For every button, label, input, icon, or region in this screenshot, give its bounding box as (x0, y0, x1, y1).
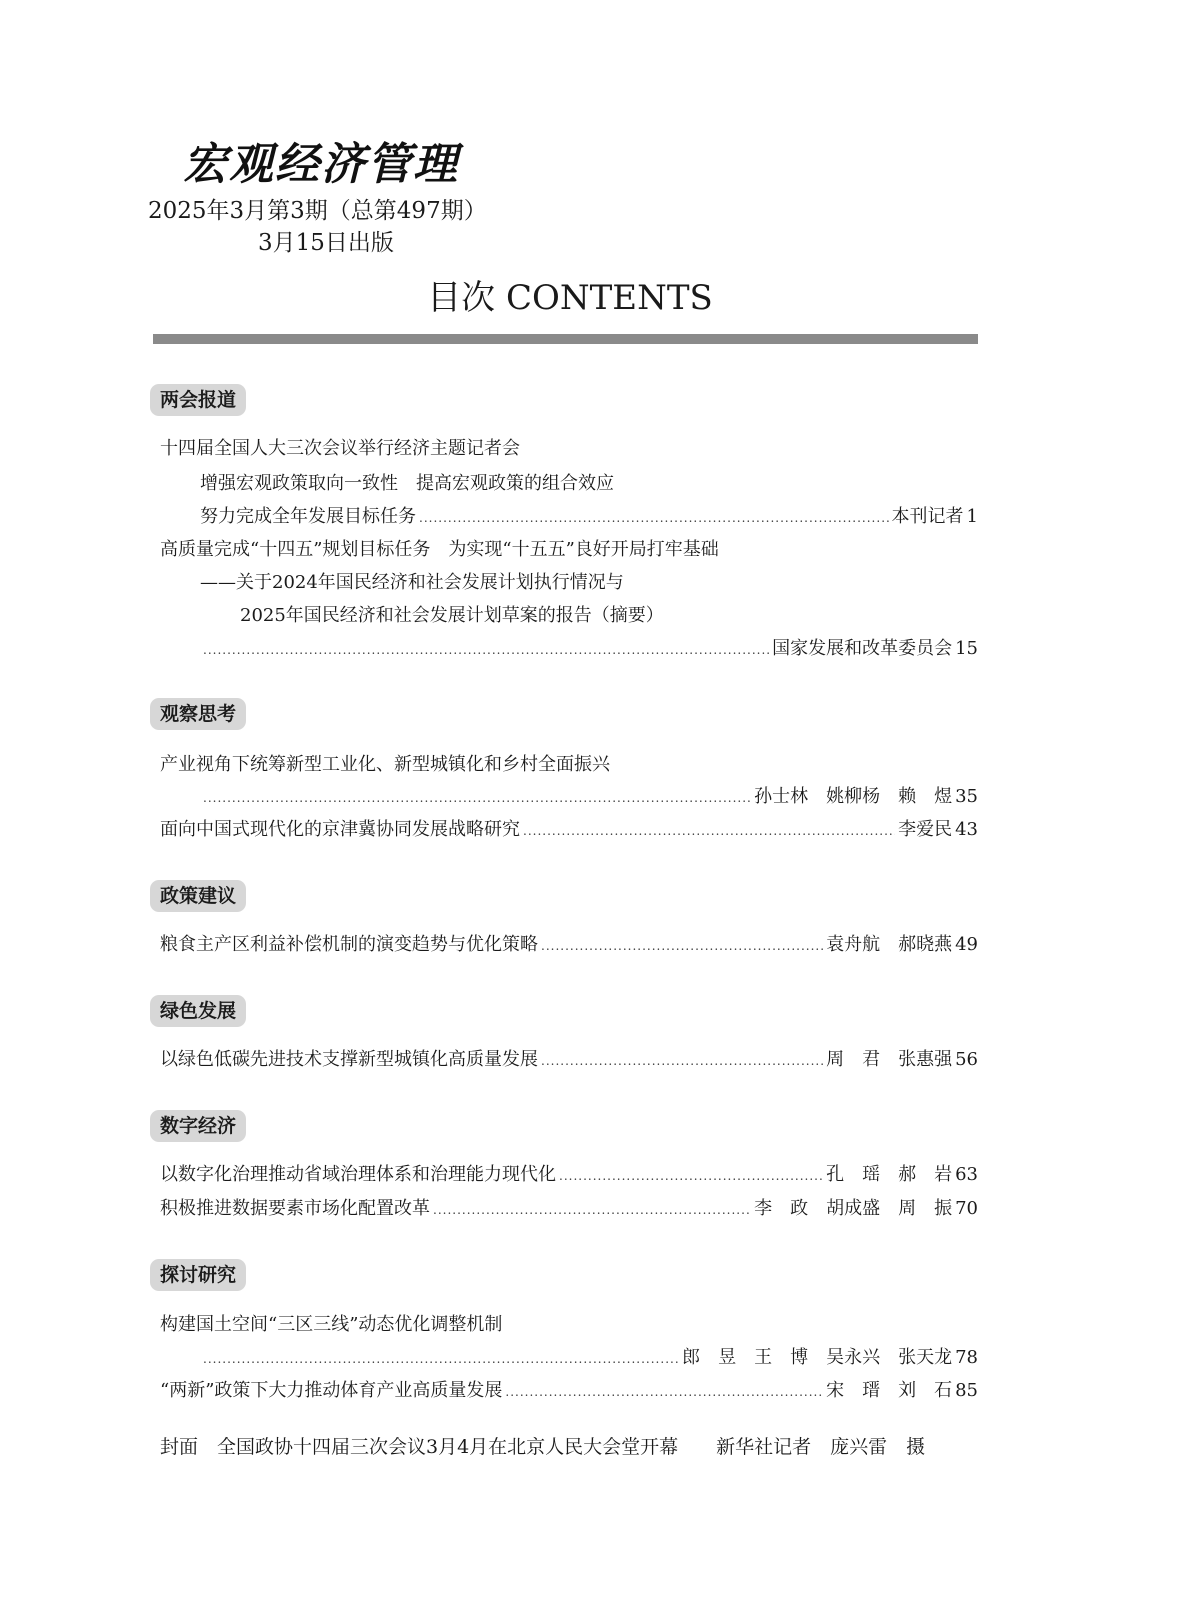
toc-entry-author: 孙士林 姚柳杨 赖 煜 (754, 786, 953, 807)
toc-title-line: 构建国土空间“三区三线”动态优化调整机制 (160, 1314, 503, 1335)
toc-title-line: 产业视角下统筹新型工业化、新型城镇化和乡村全面振兴 (160, 754, 610, 775)
section-tag: 绿色发展 (150, 995, 246, 1027)
toc-entry-page: 43 (955, 819, 978, 840)
toc-title-line: ——关于2024年国民经济和社会发展计划执行情况与 (200, 572, 624, 593)
toc-entry[interactable] (200, 1345, 978, 1372)
toc-entry-title: 面向中国式现代化的京津冀协同发展战略研究 (160, 819, 520, 840)
dot-leader (203, 785, 751, 811)
publish-date: 3月15日出版 (258, 230, 394, 256)
dot-leader (203, 1346, 679, 1372)
dot-leader (203, 637, 769, 663)
toc-entry-page: 49 (955, 934, 978, 955)
section-tag: 数字经济 (150, 1110, 246, 1142)
issue-line: 2025年3月第3期（总第497期） (148, 198, 487, 224)
section-tag: 探讨研究 (150, 1259, 246, 1291)
toc-entry-title: 积极推进数据要素市场化配置改革 (160, 1198, 430, 1219)
dot-leader (433, 1197, 751, 1223)
dot-leader (523, 818, 895, 844)
toc-entry-title: “两新”政策下大力推动体育产业高质量发展 (160, 1380, 503, 1401)
dot-leader (541, 933, 823, 959)
cover-caption: 封面 全国政协十四届三次会议3月4月在北京人民大会堂开幕 新华社记者 庞兴雷 摄 (160, 1436, 926, 1458)
toc-entry[interactable] (160, 1162, 978, 1189)
toc-entry[interactable] (200, 784, 978, 811)
toc-entry[interactable] (200, 504, 978, 531)
toc-entry-author: 李爱民 (898, 819, 953, 840)
section-tag: 政策建议 (150, 880, 246, 912)
toc-entry-title: 粮食主产区利益补偿机制的演变趋势与优化策略 (160, 934, 538, 955)
toc-entry-author: 本刊记者 (891, 506, 964, 527)
toc-entry-page: 35 (955, 786, 978, 807)
toc-entry-author: 郎 昱 王 博 吴永兴 张天龙 (682, 1347, 953, 1368)
toc-entry[interactable] (200, 636, 978, 663)
toc-entry-page: 63 (955, 1164, 978, 1185)
toc-entry-author: 李 政 胡成盛 周 振 (754, 1198, 953, 1219)
toc-entry-page: 85 (955, 1380, 978, 1401)
toc-entry-author: 周 君 张惠强 (826, 1049, 953, 1070)
dot-leader (419, 505, 889, 531)
toc-title-line: 十四届全国人大三次会议举行经济主题记者会 (160, 438, 520, 459)
masthead-logo: 宏观经济管理 (183, 139, 459, 190)
toc-entry[interactable] (160, 932, 978, 959)
dot-leader (541, 1048, 823, 1074)
section-tag: 两会报道 (150, 384, 246, 416)
toc-entry[interactable] (160, 817, 978, 844)
header-rule (153, 334, 978, 344)
toc-entry-page: 1 (966, 506, 978, 527)
toc-entry-page: 70 (955, 1198, 978, 1219)
dot-leader (559, 1163, 823, 1189)
toc-entry[interactable] (160, 1047, 978, 1074)
toc-entry-title: 努力完成全年发展目标任务 (200, 506, 416, 527)
toc-entry-author: 国家发展和改革委员会 (772, 638, 953, 659)
toc-entry[interactable] (160, 1196, 978, 1223)
toc-entry[interactable] (160, 1378, 978, 1405)
section-tag: 观察思考 (150, 698, 246, 730)
contents-title: 目次 CONTENTS (427, 278, 713, 318)
toc-title-line: 2025年国民经济和社会发展计划草案的报告（摘要） (240, 605, 664, 626)
toc-entry-page: 56 (955, 1049, 978, 1070)
toc-entry-author: 宋 瑨 刘 石 (826, 1380, 953, 1401)
toc-entry-page: 15 (955, 638, 978, 659)
toc-entry-author: 孔 瑶 郝 岩 (826, 1164, 953, 1185)
toc-title-line: 增强宏观政策取向一致性 提高宏观政策的组合效应 (200, 473, 614, 494)
dot-leader (505, 1379, 823, 1405)
toc-entry-page: 78 (955, 1347, 978, 1368)
toc-title-line: 高质量完成“十四五”规划目标任务 为实现“十五五”良好开局打牢基础 (160, 539, 719, 560)
toc-entry-title: 以数字化治理推动省域治理体系和治理能力现代化 (160, 1164, 556, 1185)
toc-entry-title: 以绿色低碳先进技术支撑新型城镇化高质量发展 (160, 1049, 538, 1070)
toc-entry-author: 袁舟航 郝晓燕 (826, 934, 953, 955)
